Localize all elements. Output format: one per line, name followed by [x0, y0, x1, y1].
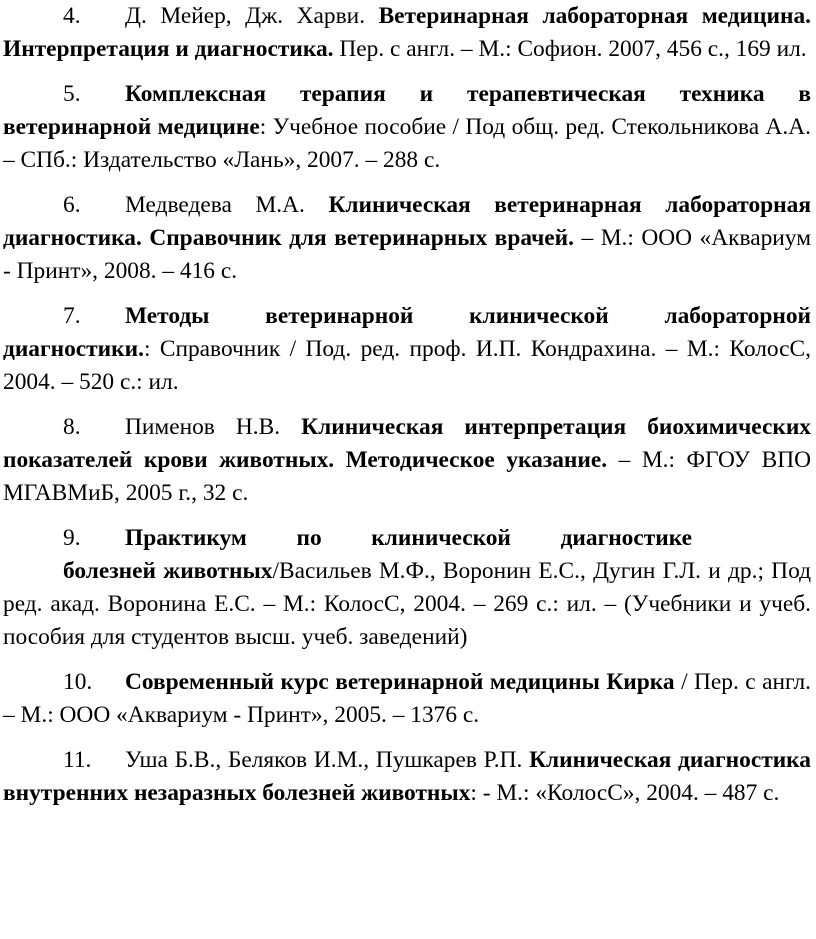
reference-title-line-2: болезней животных: [63, 558, 273, 584]
reference-item-8: [3, 411, 811, 510]
reference-number: 4.: [63, 3, 81, 29]
reference-continuation: [3, 555, 811, 654]
reference-publication: – М.: ООО «Аквариум - Принт», 2008. – 416 с.: [3, 225, 811, 284]
reference-title: Клиническая интерпретация биохимических показателей крови животных. Методическое указание.: [3, 414, 811, 473]
reference-publication: : - М.: «КолосС», 2004. – 487 с.: [470, 780, 780, 806]
reference-author: Пименов Н.В.: [125, 414, 281, 440]
reference-publication: – М.: ФГОУ ВПО МГАВМиБ, 2005 г., 32 с.: [3, 447, 811, 506]
reference-title: Клиническая диагностика внутренних незаразных болезней животных: [3, 747, 811, 806]
reference-number: 8.: [63, 414, 81, 440]
reference-title: Современный курс ветеринарной медицины Кирка: [125, 669, 675, 695]
reference-title: Комплексная терапия и терапевтическая техника в ветеринарной медицине: [3, 81, 811, 140]
reference-first-line: [3, 522, 811, 555]
reference-number: 9.: [63, 525, 81, 551]
reference-item-10: [3, 666, 811, 732]
reference-publication: : Учебное пособие / Под общ. ред. Стекольникова А.А. – СПб.: Издательство «Лань», 2007. – 288 с.: [3, 114, 811, 173]
reference-number: 6.: [63, 192, 81, 218]
reference-number: 10.: [63, 669, 93, 695]
reference-title: Клиническая ветеринарная лабораторная диагностика. Справочник для ветеринарных врачей.: [3, 192, 811, 251]
reference-publication: : Справочник / Под. ред. проф. И.П. Кондрахина. – М.: КолосС, 2004. – 520 с.: ил.: [3, 336, 811, 395]
reference-item-11: [3, 744, 811, 810]
reference-item-4: [3, 0, 811, 66]
reference-item-9: [3, 522, 811, 654]
reference-publication: Пер. с англ. – М.: Софион. 2007, 456 с., 169 ил.: [339, 36, 807, 62]
reference-title-line-1: Практикум по клинической диагностике: [125, 525, 692, 551]
reference-item-6: [3, 189, 811, 288]
reference-number: 7.: [63, 303, 81, 329]
reference-author: Уша Б.В., Беляков И.М., Пушкарев Р.П.: [125, 747, 523, 773]
reference-publication: /Васильев М.Ф., Воронин Е.С., Дугин Г.Л. и др.; Под ред. акад. Воронина Е.С. – М.: КолосС, 2004. – 269 с.: ил. – (Учебники и учеб. пособия для студентов высш. учеб. заведений): [3, 558, 812, 650]
reference-number: 5.: [63, 81, 81, 107]
reference-list: [3, 0, 811, 822]
reference-author: Д. Мейер, Дж. Харви.: [125, 3, 366, 29]
reference-number: 11.: [63, 747, 92, 773]
reference-author: Медведева М.А.: [125, 192, 305, 218]
reference-publication: / Пер. с англ. – М.: ООО «Аквариум - Принт», 2005. – 1376 с.: [3, 669, 811, 728]
reference-item-7: [3, 300, 811, 399]
reference-item-5: [3, 78, 811, 177]
reference-title: Ветеринарная лабораторная медицина. Интерпретация и диагностика.: [3, 3, 811, 62]
reference-title: Методы ветеринарной клинической лабораторной диагностики.: [3, 303, 811, 362]
